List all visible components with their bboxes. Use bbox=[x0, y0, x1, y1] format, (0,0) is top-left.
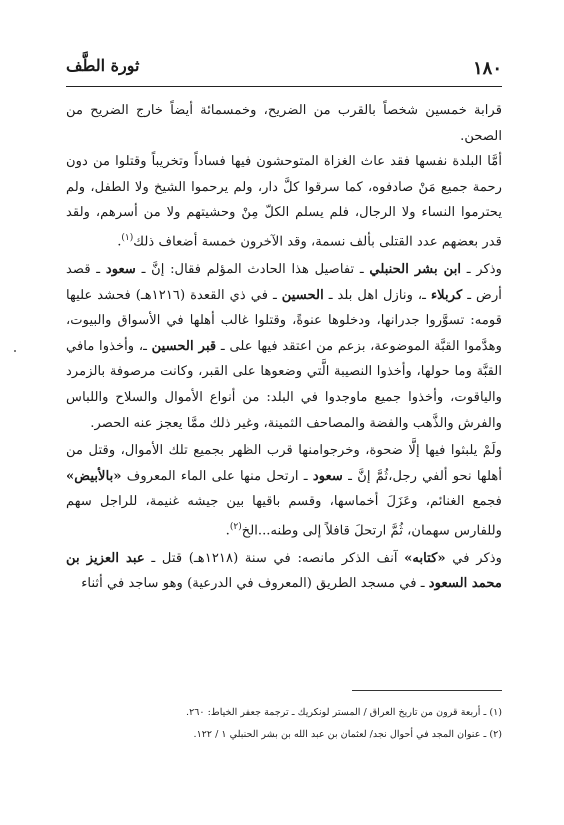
p5-text-e: ـ في مسجد الطريق (المعروف في الدرعية) وهو ساجد في أثناء bbox=[81, 576, 429, 592]
header-rule bbox=[66, 86, 502, 87]
paragraph-2 bbox=[66, 149, 502, 255]
running-title: ثورة الطَّف bbox=[66, 56, 140, 75]
paragraph-1-text: قرابة خمسين شخصاً بالقرب من الضريح، وخمسمائة أيضاً خارج الضريح من الصحن. bbox=[66, 103, 502, 144]
p4-text-e: فجمع الغنائم، وعَزَلَ أخماسها، وقسم باقيها بين جيشه غنيمة، للراجل سهم وللفارس سهمان، ثُمَّ ارتحلَ قافلاً إلى وطنه...الخ bbox=[66, 494, 502, 539]
name-kitabih: «كتابه» bbox=[404, 550, 446, 566]
p3-text-c: ـ تفاصيل هذا الحادث المؤلم فقال: إنَّ ـ bbox=[135, 261, 370, 277]
p3-text-k: ـ، وأخذوا مافي القبَّة وما حولها، وأخذوا النصيبة الَّتي وضعوها على القبر، وكانت مرصوفة بالزمرد والياقوت، وأخذوا جميع ماوجدوا في البلد: من أنواع الأموال والسلاح واللباس والفرش والذَّهب والفضة والمصاحف الثمينة، وغير ذلك ممَّا يعجز عنه الحصر. bbox=[66, 338, 502, 431]
p4-text-a: ولَمْ يلبثوا فيها إلَّا ضحوة، وخرجوامنها قرب الظهر بجميع تلك الأموال، وقتل من أهلها نحو ألفي رجل،ثُمَّ إنَّ ـ bbox=[66, 443, 502, 484]
name-abdulaziz: عبد العزيز بن محمد السعود bbox=[66, 550, 502, 592]
p3-text-a: وذكر ـ bbox=[461, 261, 503, 277]
paragraph-4 bbox=[66, 438, 502, 544]
paragraph-2-text: أمَّا البلدة نفسها فقد عاث الغزاة المتوحشون فيها فساداً وتخريباً وقتلوا من دون رحمة جميع مَنْ صادفوه، كما سرقوا كلَّ دار، ولم يرحموا الشيخ ولا الطفل، ولم يحترموا النساء ولا الرجال، فلم يسلم الكلّ مِنْ وحشيتهم ولا من أسرهم، ولقد قدر بعضهم عدد القتلى بألف نسمة، وقد الآخرون خمسة أضعاف ذلك bbox=[66, 154, 502, 250]
p3-text-e: ـ قصد أرض ـ bbox=[66, 261, 502, 303]
name-saud: سعود bbox=[105, 261, 136, 277]
p3-text-g: ـ، ونازل اهل بلد ـ bbox=[323, 287, 431, 303]
footnote-2: (٢) ـ عنوان المجد في أحوال نجد/ لعثمان بن عبد الله بن بشر الحنبلي ١ / ١٢٢. bbox=[193, 729, 502, 740]
footnote-ref-1: (١) bbox=[121, 232, 134, 243]
paragraph-5 bbox=[66, 546, 502, 597]
name-karbala: كربلاء bbox=[430, 287, 463, 303]
name-qabr-hussein: قبر الحسين bbox=[151, 338, 217, 354]
name-saud-2: سعود bbox=[312, 468, 343, 484]
page-header bbox=[66, 52, 502, 82]
footnote-1: (١) ـ أربعة قرون من تاريخ العراق / المستر لونكريك ـ ترجمة جعفر الخياط: ٢٦٠. bbox=[186, 707, 502, 718]
paragraph-2-end: . bbox=[117, 234, 122, 250]
paragraph-3 bbox=[66, 257, 502, 436]
scan-speck bbox=[14, 350, 16, 352]
footnotes bbox=[66, 702, 502, 746]
footnote-rule bbox=[352, 690, 502, 691]
body-text bbox=[66, 98, 502, 597]
name-abyad: «بالأبيض» bbox=[66, 468, 122, 484]
name-ibn-bishr: ابن بشر الحنبلي bbox=[369, 261, 462, 277]
p4-text-c: ـ ارتحل منها على الماء المعروف bbox=[121, 468, 313, 484]
p5-text-c: آنف الذكر مانصه: في سنة (١٢١٨هـ) قتل ـ bbox=[144, 550, 405, 566]
name-hussein: الحسين bbox=[281, 287, 324, 303]
page-number: ١٨٠ bbox=[472, 58, 502, 79]
p4-text-end: . bbox=[225, 523, 230, 539]
paragraph-1 bbox=[66, 98, 502, 149]
footnote-ref-2: (٢) bbox=[229, 521, 242, 532]
p3-text-i: ـ في ذي القعدة (١٢١٦هـ) فحشد عليها قومه: تسوَّروا جدرانها، ودخلوها عنوةً، وقتلوا غالب أهلها في الأسواق والبيوت، وهدَّموا القبَّة الموضوعة، بزعم من اعتقد فيها على ـ bbox=[66, 287, 502, 354]
p5-text-a: وذكر في bbox=[445, 550, 502, 566]
